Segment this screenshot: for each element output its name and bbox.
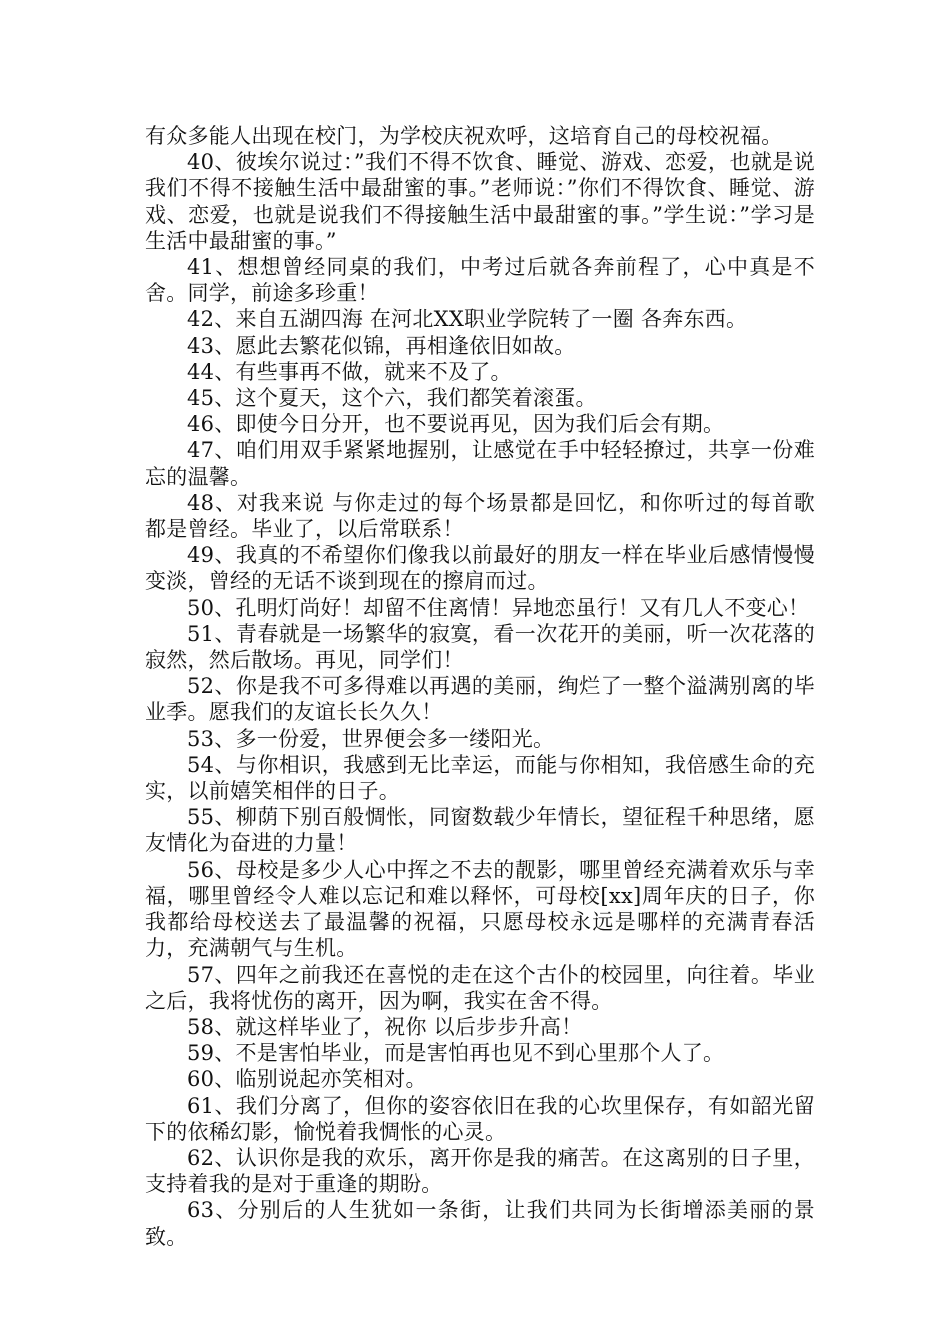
paragraph-44: 44、有些事再不做，就来不及了。 [187,359,512,384]
paragraph-63: 63、分别后的人生犹如一条街，让我们共同为长街增添美丽的景致。 [145,1198,815,1249]
paragraph-47: 47、咱们用双手紧紧地握别，让感觉在手中轻轻撩过，共享一份难忘的温馨。 [145,438,815,489]
paragraph-43: 43、愿此去繁花似锦，再相逢依旧如故。 [187,333,576,358]
document-page [145,123,815,1250]
paragraph-55: 55、柳荫下别百般惆怅，同窗数载少年情长，望征程千种思绪，愿友情化为奋进的力量！ [145,805,815,856]
paragraph-40: 40、彼埃尔说过：”我们不得不饮食、睡觉、游戏、恋爱，也就是说我们不得不接触生活中最甜蜜的事。”老师说：”你们不得饮食、睡觉、游戏、恋爱，也就是说我们不得接触生活中最甜蜜的事。”学生说：”学习是生活中最甜蜜的事。” [145,150,815,253]
paragraph-50: 50、孔明灯尚好！却留不住离情！异地恋虽行！又有几人不变心！ [187,595,810,620]
paragraph-51: 51、青春就是一场繁华的寂寞，看一次花开的美丽，听一次花落的寂然，然后散场。再见，同学们！ [145,621,815,673]
paragraph-58: 58、就这样毕业了，祝你 以后步步升高！ [187,1014,583,1039]
paragraph-42: 42、来自五湖四海 在河北XX职业学院转了一圈 各奔东西。 [187,307,748,332]
paragraph-46: 46、即使今日分开，也不要说再见，因为我们后会有期。 [187,412,725,437]
paragraph-48: 48、对我来说 与你走过的每个场景都是回忆，和你听过的每首歌都是曾经。毕业了，以后常联系！ [145,490,815,542]
paragraph-54: 54、与你相识，我感到无比幸运，而能与你相知，我倍感生命的充实，以前嬉笑相伴的日子。 [145,752,815,804]
paragraph-49: 49、我真的不希望你们像我以前最好的朋友一样在毕业后感情慢慢变淡，曾经的无话不谈到现在的擦肩而过。 [145,543,815,594]
paragraph-61: 61、我们分离了，但你的姿容依旧在我的心坎里保存，有如韶光留下的依稀幻影，愉悦着我惆怅的心灵。 [145,1093,815,1144]
paragraph-59: 59、不是害怕毕业，而是害怕再也见不到心里那个人了。 [187,1041,725,1066]
paragraph-41: 41、想想曾经同桌的我们，中考过后就各奔前程了，心中真是不舍。同学，前途多珍重！ [145,255,815,306]
paragraph-60: 60、临别说起亦笑相对。 [187,1067,427,1092]
paragraph-53: 53、多一份爱，世界便会多一缕阳光。 [187,726,555,751]
paragraph-57: 57、四年之前我还在喜悦的走在这个古仆的校园里，向往着。毕业之后，我将忧伤的离开，因为啊，我实在舍不得。 [145,962,815,1013]
paragraph-56: 56、母校是多少人心中挥之不去的靓影，哪里曾经充满着欢乐与幸福，哪里曾经令人难以忘记和难以释怀，可母校[xx]周年庆的日子，你我都给母校送去了最温馨的祝福，只愿母校永远是哪样的充满青春活力，充满朝气与生机。 [145,857,815,961]
paragraph-52: 52、你是我不可多得难以再遇的美丽，绚烂了一整个溢满别离的毕业季。愿我们的友谊长长久久！ [145,674,815,725]
paragraph-62: 62、认识你是我的欢乐，离开你是我的痛苦。在这离别的日子里，支持着我的是对于重逢的期盼。 [145,1145,815,1197]
paragraph-continuation: 有众多能人出现在校门，为学校庆祝欢呼，这培育自己的母校祝福。 [145,124,783,148]
paragraph-45: 45、这个夏天，这个六，我们都笑着滚蛋。 [187,386,597,411]
